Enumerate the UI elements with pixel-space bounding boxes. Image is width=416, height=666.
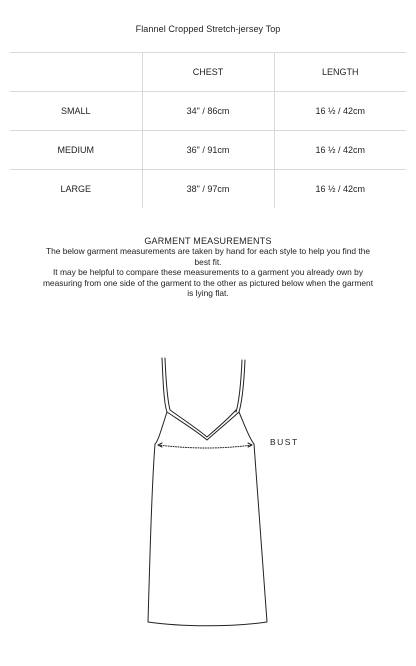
table-row (10, 92, 406, 131)
size-cell: MEDIUM (10, 131, 142, 170)
table-row (10, 170, 406, 209)
header-chest: CHEST (142, 53, 274, 92)
table-row (10, 131, 406, 170)
measurements-paragraph-1: The below garment measurements are taken by hand for each style to help you find the best fit. (45, 246, 371, 267)
size-cell: SMALL (10, 92, 142, 131)
garment-measurements-section (40, 236, 376, 298)
garment-diagram (112, 352, 322, 644)
table-header-row (10, 53, 406, 92)
chest-cell: 36" / 91cm (142, 131, 274, 170)
bust-label: BUST (270, 437, 299, 447)
product-title: Flannel Cropped Stretch-jersey Top (135, 24, 281, 34)
chest-cell: 38" / 97cm (142, 170, 274, 209)
header-size (10, 53, 142, 92)
length-cell: 16 ½ / 42cm (274, 131, 406, 170)
bust-measurement-line (158, 445, 252, 448)
measurements-heading: GARMENT MEASUREMENTS (144, 236, 272, 246)
size-chart-table (10, 52, 406, 208)
size-cell: LARGE (60, 184, 91, 194)
measurements-paragraph-2: It may be helpful to compare these measurements to a garment you already own by measuring from one side of the garment to the other as pictured below when the garment is lying flat. (42, 267, 374, 299)
length-cell: 16 ½ / 42cm (274, 92, 406, 131)
length-cell: 16 ½ / 42cm (274, 170, 406, 209)
v-neckline (167, 412, 239, 440)
chest-cell: 34" / 86cm (142, 92, 274, 131)
header-length: LENGTH (274, 53, 406, 92)
